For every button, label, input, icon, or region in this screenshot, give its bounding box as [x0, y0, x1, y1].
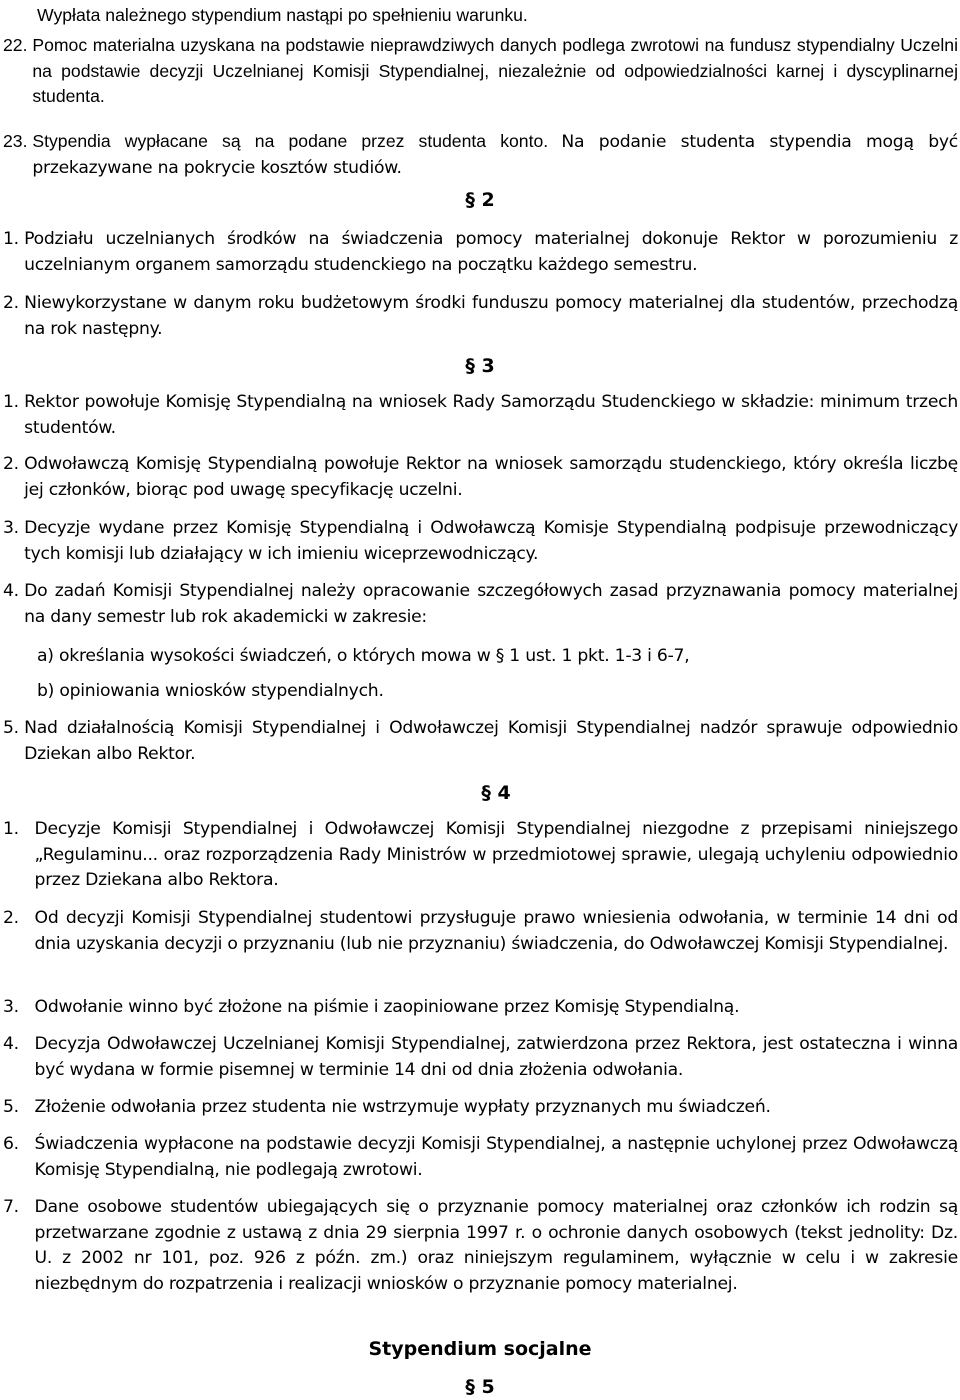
item-text: Świadczenia wypłacone na podstawie decyzji Komisji Stypendialnej, a następnie uchylonej przez Odwoławczą Komisję Stypendialną, nie podlegają zwrotowi. — [34, 1134, 958, 1180]
list-item — [3, 1032, 958, 1083]
sub-item-a — [37, 644, 937, 670]
list-item — [3, 817, 958, 894]
item-number: 1. — [3, 819, 19, 839]
item-number: 1. — [3, 392, 19, 412]
sub-item-letter: b) — [37, 681, 55, 701]
item-number: 5. — [3, 1097, 19, 1117]
item-text: Rektor powołuje Komisję Stypendialną na wniosek Rady Samorządu Studenckiego w składzie: minimum trzech studentów. — [24, 392, 958, 438]
section-heading-3: § 3 — [465, 355, 495, 377]
list-item-23 — [3, 129, 958, 181]
item-number: 4. — [3, 581, 19, 601]
list-item — [3, 906, 958, 957]
section-heading-2: § 2 — [465, 189, 495, 211]
item-text: Niewykorzystane w danym roku budżetowym środki funduszu pomocy materialnej dla studentów, przechodzą na rok następny. — [24, 293, 958, 339]
item-text: Decyzje wydane przez Komisję Stypendialną i Odwoławczą Komisje Stypendialną podpisuje przewodniczący tych komisji lub działający w ich imieniu wiceprzewodniczący. — [24, 518, 958, 564]
list-item — [3, 1132, 958, 1183]
item-text: Od decyzji Komisji Stypendialnej studentowi przysługuje prawo wniesienia odwołania, w terminie 14 dni od dnia uzyskania decyzji o przyznaniu (lub nie przyznaniu) świadczenia, do Odwoławczej Komisji Stypendialnej. — [34, 908, 958, 954]
section-heading-4: § 4 — [481, 782, 511, 804]
item-number: 3. — [3, 997, 19, 1017]
item-text: Podziału uczelnianych środków na świadczenia pomocy materialnej dokonuje Rektor w porozumieniu z uczelnianym organem samorządu studenckiego na początku każdego semestru. — [24, 229, 958, 275]
item-text-cont: Na podanie studenta stypendia mogą być przekazywane na pokrycie kosztów studiów. — [32, 132, 959, 178]
item-number: 7. — [3, 1197, 19, 1217]
item-text: Pomoc materialna uzyskana na podstawie nieprawdziwych danych podlega zwrotowi na fundusz stypendialny Uczelni na podstawie decyzji Uczelnianej Komisji Stypendialnej, niezależnie od odpowiedzialności karnej i dyscyplinarnej studenta. — [32, 35, 958, 107]
list-item — [3, 291, 958, 342]
list-item — [3, 1095, 958, 1121]
item-number: 2. — [3, 293, 19, 313]
sub-item-letter: a) — [37, 646, 54, 666]
list-item — [3, 1195, 958, 1297]
list-item — [3, 995, 958, 1021]
list-item-22 — [3, 33, 958, 110]
list-item — [3, 716, 958, 767]
item-text: Decyzje Komisji Stypendialnej i Odwoławczej Komisji Stypendialnej niezgodne z przepisami niniejszego „Regulaminu... oraz rozporządzenia Rady Ministrów w przedmiotowej sprawie, ulegają uchyleniu odpowiednio przez Dziekana albo Rektora. — [34, 819, 958, 891]
sub-item-text: opiniowania wniosków stypendialnych. — [59, 681, 384, 701]
paragraph-top: Wypłata należnego stypendium nastąpi po spełnieniu warunku. — [37, 5, 528, 25]
item-number: 6. — [3, 1134, 19, 1154]
item-number: 3. — [3, 518, 19, 538]
list-item — [3, 579, 958, 630]
item-text: Do zadań Komisji Stypendialnej należy opracowanie szczegółowych zasad przyznawania pomocy materialnej na dany semestr lub rok akademicki w zakresie: — [24, 581, 958, 627]
item-number: 2. — [3, 454, 19, 474]
list-item — [3, 452, 958, 503]
item-text: Złożenie odwołania przez studenta nie wstrzymuje wypłaty przyznanych mu świadczeń. — [34, 1097, 771, 1117]
heading-stypendium-socjalne: Stypendium socjalne — [368, 1338, 592, 1360]
item-number: 1. — [3, 229, 19, 249]
sub-item-b — [37, 679, 937, 705]
list-item — [3, 390, 958, 441]
list-item — [3, 227, 958, 278]
item-number: 5. — [3, 718, 19, 738]
item-text: Odwołanie winno być złożone na piśmie i zaopiniowane przez Komisję Stypendialną. — [34, 997, 740, 1017]
section-heading-5: § 5 — [465, 1376, 495, 1398]
item-number: 2. — [3, 908, 19, 928]
item-number: 4. — [3, 1034, 19, 1054]
item-text: Stypendia wypłacane są na podane przez studenta konto. — [32, 131, 549, 151]
list-item — [3, 516, 958, 567]
item-text: Odwoławczą Komisję Stypendialną powołuje Rektor na wniosek samorządu studenckiego, który określa liczbę jej członków, biorąc pod uwagę specyfikację uczelni. — [24, 454, 958, 500]
item-text: Dane osobowe studentów ubiegających się o przyznanie pomocy materialnej oraz członków ich rodzin są przetwarzane zgodnie z ustawą z dnia 29 sierpnia 1997 r. o ochronie danych osobowych (tekst jednolity: Dz. U. z 2002 nr 101, poz. 926 z późn. zm.) oraz niniejszym regulaminem, wyłącznie w celu i w zakresie niezbędnym do rozpatrzenia i realizacji wniosków o przyznanie pomocy materialnej. — [34, 1197, 958, 1294]
item-number: 23. — [3, 131, 28, 151]
sub-item-text: określania wysokości świadczeń, o których mowa w § 1 ust. 1 pkt. 1-3 i 6-7, — [58, 646, 690, 666]
item-text: Decyzja Odwoławczej Uczelnianej Komisji Stypendialnej, zatwierdzona przez Rektora, jest ostateczna i winna być wydana w formie pisemnej w terminie 14 dni od dnia złożenia odwołania. — [34, 1034, 958, 1080]
item-number: 22. — [3, 35, 28, 55]
item-text: Nad działalnością Komisji Stypendialnej i Odwoławczej Komisji Stypendialnej nadzór sprawuje odpowiednio Dziekan albo Rektor. — [24, 718, 958, 764]
